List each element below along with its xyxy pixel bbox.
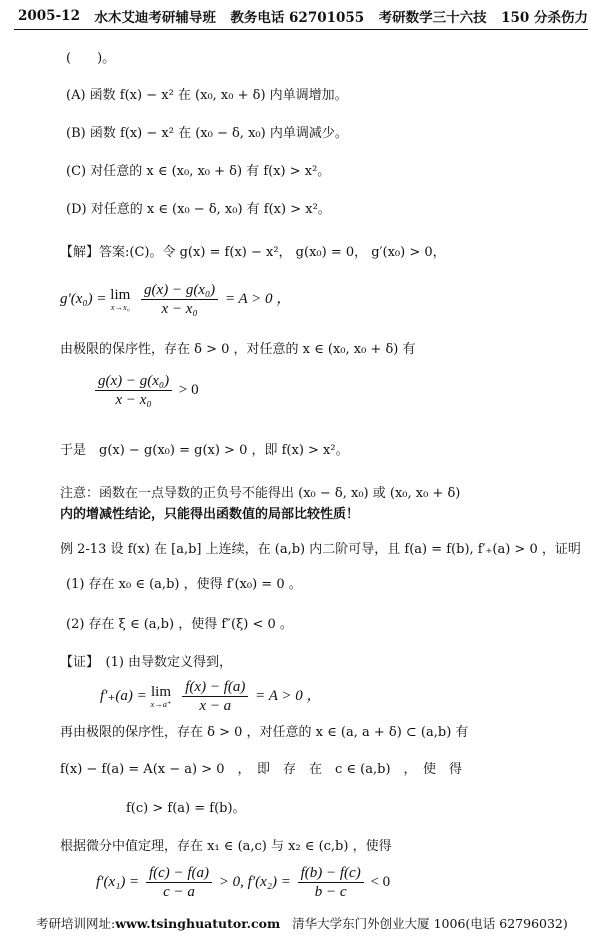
- eq3-denominator: x − a: [199, 698, 232, 714]
- eq4-fraction-1: [146, 864, 212, 901]
- eq3-lhs: f′₊(a) =: [100, 687, 147, 704]
- eq3-lim-sub: x→a⁺: [150, 699, 172, 709]
- eq2-denominator: x − x₀: [115, 392, 152, 408]
- order-preserving-line-2: 再由极限的保序性，存在 δ > 0 ，对任意的 x ∈ (a, a + δ) ⊂ (a,b) 有: [60, 725, 469, 740]
- option-d: (D) 对任意的 x ∈ (x₀ − δ, x₀) 有 f(x) > x²。: [66, 202, 331, 217]
- note-line-2: 内的增减性结论，只能得出函数值的局部比较性质！: [60, 507, 360, 522]
- equation-right-derivative: [100, 678, 321, 715]
- mean-value-line: 根据微分中值定理，存在 x₁ ∈ (a,c) 与 x₂ ∈ (c,b) ，使得: [60, 839, 392, 854]
- eq1-denominator: x − x₀: [161, 301, 198, 317]
- eq2-numerator: g(x) − g(x₀): [95, 372, 172, 391]
- eq1-lim-word: lim: [110, 287, 131, 303]
- example-2-13: 例 2-13 设 f(x) 在 [a,b] 上连续，在 (a,b) 内二阶可导，且 f(a) = f(b), f′₊(a) > 0 ，证明: [60, 542, 581, 557]
- existence-line: f(x) − f(a) = A(x − a) > 0 ， 即 存 在 c ∈ (a,b) ， 使 得: [60, 762, 463, 777]
- eq1-rhs: = A > 0 ，: [224, 290, 292, 307]
- header-series: 考研数学三十六技: [378, 10, 487, 26]
- eq3-lim-word: lim: [150, 684, 171, 700]
- note-line-1: 注意：函数在一点导数的正负号不能得出 (x₀ − δ, x₀) 或 (x₀, x₀ + δ): [60, 486, 461, 501]
- answer-blank: ( )。: [66, 51, 116, 66]
- eq3-numerator: f(x) − f(a): [182, 678, 248, 697]
- option-b: (B) 函数 f(x) − x² 在 (x₀ − δ, x₀) 内单调减少。: [66, 126, 348, 141]
- eq4-lhs1: f′(x₁) =: [96, 873, 140, 890]
- eq4-numerator-2: f(b) − f(c): [298, 864, 364, 883]
- conclusion-line: 于是 g(x) − g(x₀) = g(x) > 0 ，即 f(x) > x²。: [60, 443, 349, 458]
- equation-derivative-limit: [60, 281, 291, 318]
- eq1-limit: [110, 287, 130, 312]
- equation-quotient-positive: [92, 372, 199, 409]
- header-org: 水木艾迪考研辅导班: [94, 10, 216, 26]
- order-preserving-line: 由极限的保序性，存在 δ > 0 ，对任意的 x ∈ (x₀, x₀ + δ) 有: [60, 342, 416, 357]
- solution-answer: 【解】答案:(C)。令 g(x) = f(x) − x²， g(x₀) = 0， g′(x₀) > 0，: [60, 245, 446, 260]
- example-part-2: (2) 存在 ξ ∈ (a,b) ，使得 f″(ξ) < 0 。: [66, 617, 293, 632]
- eq2-rhs: > 0: [178, 381, 199, 398]
- eq4-denominator-2: b − c: [314, 884, 347, 900]
- eq2-fraction: [95, 372, 172, 409]
- eq1-numerator: g(x) − g(x₀): [141, 281, 218, 300]
- equation-mean-value: [96, 864, 390, 901]
- header-tagline: 150 分杀伤力: [501, 10, 588, 26]
- eq3-limit: [150, 684, 171, 709]
- eq1-fraction: [141, 281, 218, 318]
- example-part-1: (1) 存在 x₀ ∈ (a,b) ，使得 f′(x₀) = 0 。: [66, 577, 302, 592]
- option-a: (A) 函数 f(x) − x² 在 (x₀, x₀ + δ) 内单调增加。: [66, 88, 348, 103]
- inequality-line: f(c) > f(a) = f(b)。: [126, 801, 246, 816]
- proof-start: 【证】 (1) 由导数定义得到，: [60, 655, 233, 670]
- header-date: 2005-12: [18, 8, 80, 24]
- page-footer: [36, 914, 590, 932]
- eq4-fraction-2: [298, 864, 364, 901]
- eq4-numerator-1: f(c) − f(a): [146, 864, 212, 883]
- page-header: [18, 4, 588, 28]
- eq4-mid: > 0, f′(x₂) =: [218, 873, 291, 890]
- eq3-fraction: [182, 678, 248, 715]
- eq4-denominator-1: c − a: [163, 884, 195, 900]
- footer-site-link[interactable]: www.tsinghuatutor.com: [115, 916, 281, 931]
- eq1-lim-sub: x→x₀: [110, 302, 130, 312]
- eq3-rhs: = A > 0 ，: [255, 687, 322, 704]
- eq4-rhs: < 0: [370, 873, 391, 890]
- eq1-lhs: g′(x₀) =: [60, 290, 107, 307]
- header-phone: 教务电话 62701055: [230, 10, 365, 26]
- footer-site-label: 考研培训网址:: [36, 916, 116, 931]
- footer-address: 清华大学东门外创业大厦 1006(电话 62796032): [292, 916, 568, 931]
- option-c: (C) 对任意的 x ∈ (x₀, x₀ + δ) 有 f(x) > x²。: [66, 164, 331, 179]
- header-rule: [14, 29, 588, 30]
